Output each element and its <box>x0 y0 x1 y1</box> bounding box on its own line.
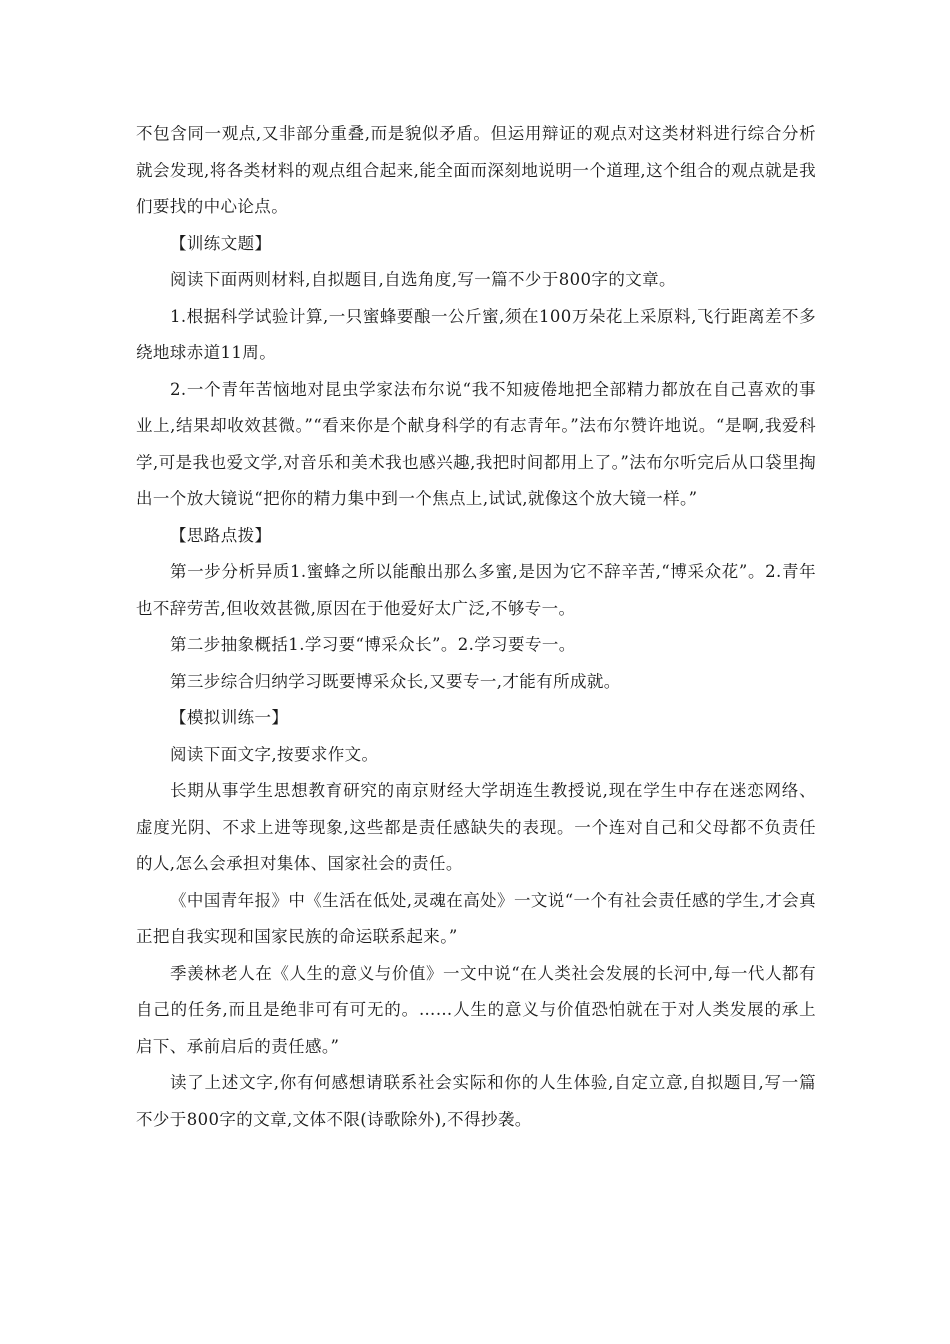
paragraph-step-2: 第二步抽象概括1.学习要“博采众长”。2.学习要专一。 <box>170 635 576 654</box>
heading-training-topic: 【训练文题】 <box>170 233 272 253</box>
paragraph-writing-task: 读了上述文字,你有何感想请联系社会实际和你的人生体验,自定立意,自拟题目,写一篇不少于800字的文章,文体不限(诗歌除外),不得抄袭。 <box>136 1073 816 1129</box>
paragraph-quote-youth-daily: 《中国青年报》中《生活在低处,灵魂在高处》一文说“一个有社会责任感的学生,才会真正把自我实现和国家民族的命运联系起来。” <box>136 890 816 946</box>
paragraph-quote-hu: 长期从事学生思想教育研究的南京财经大学胡连生教授说,现在学生中存在迷恋网络、虚度光阴、不求上进等现象,这些都是责任感缺失的表现。一个连对自己和父母都不负责任的人,怎么会承担对集体、国家社会的责任。 <box>136 781 816 873</box>
heading-thinking-tips: 【思路点拨】 <box>170 525 272 545</box>
paragraph-step-1: 第一步分析异质1.蜜蜂之所以能酿出那么多蜜,是因为它不辞辛苦,“博采众花”。2.青年也不辞劳苦,但收效甚微,原因在于他爱好太广泛,不够专一。 <box>136 562 816 618</box>
heading-mock-training-1: 【模拟训练一】 <box>170 708 289 727</box>
paragraph-read-instruction: 阅读下面文字,按要求作文。 <box>170 744 379 764</box>
document-body <box>136 116 816 1138</box>
paragraph-continuation: 不包含同一观点,又非部分重叠,而是貌似矛盾。但运用辩证的观点对这类材料进行综合分析就会发现,将各类材料的观点组合起来,能全面而深刻地说明一个道理,这个组合的观点就是我们要找的中心论点。 <box>136 124 816 216</box>
paragraph-quote-ji: 季羡林老人在《人生的意义与价值》一文中说“在人类社会发展的长河中,每一代人都有自己的任务,而且是绝非可有可无的。……人生的意义与价值恐怕就在于对人类发展的承上启下、承前启后的责任感。” <box>136 963 816 1056</box>
paragraph-step-3: 第三步综合归纳学习既要博采众长,又要专一,才能有所成就。 <box>170 671 621 691</box>
paragraph-instruction: 阅读下面两则材料,自拟题目,自选角度,写一篇不少于800字的文章。 <box>170 270 676 289</box>
paragraph-material-1: 1.根据科学试验计算,一只蜜蜂要酿一公斤蜜,须在100万朵花上采原料,飞行距离差不多绕地球赤道11周。 <box>136 306 816 362</box>
paragraph-material-2: 2.一个青年苦恼地对昆虫学家法布尔说“我不知疲倦地把全部精力都放在自己喜欢的事业上,结果却收效甚微。”“看来你是个献身科学的有志青年。”法布尔赞许地说。“是啊,我爱科学,可是我也爱文学,对音乐和美术我也感兴趣,我把时间都用上了。”法布尔听完后从口袋里掏出一个放大镜说“把你的精力集中到一个焦点上,试试,就像这个放大镜一样。” <box>136 379 816 508</box>
